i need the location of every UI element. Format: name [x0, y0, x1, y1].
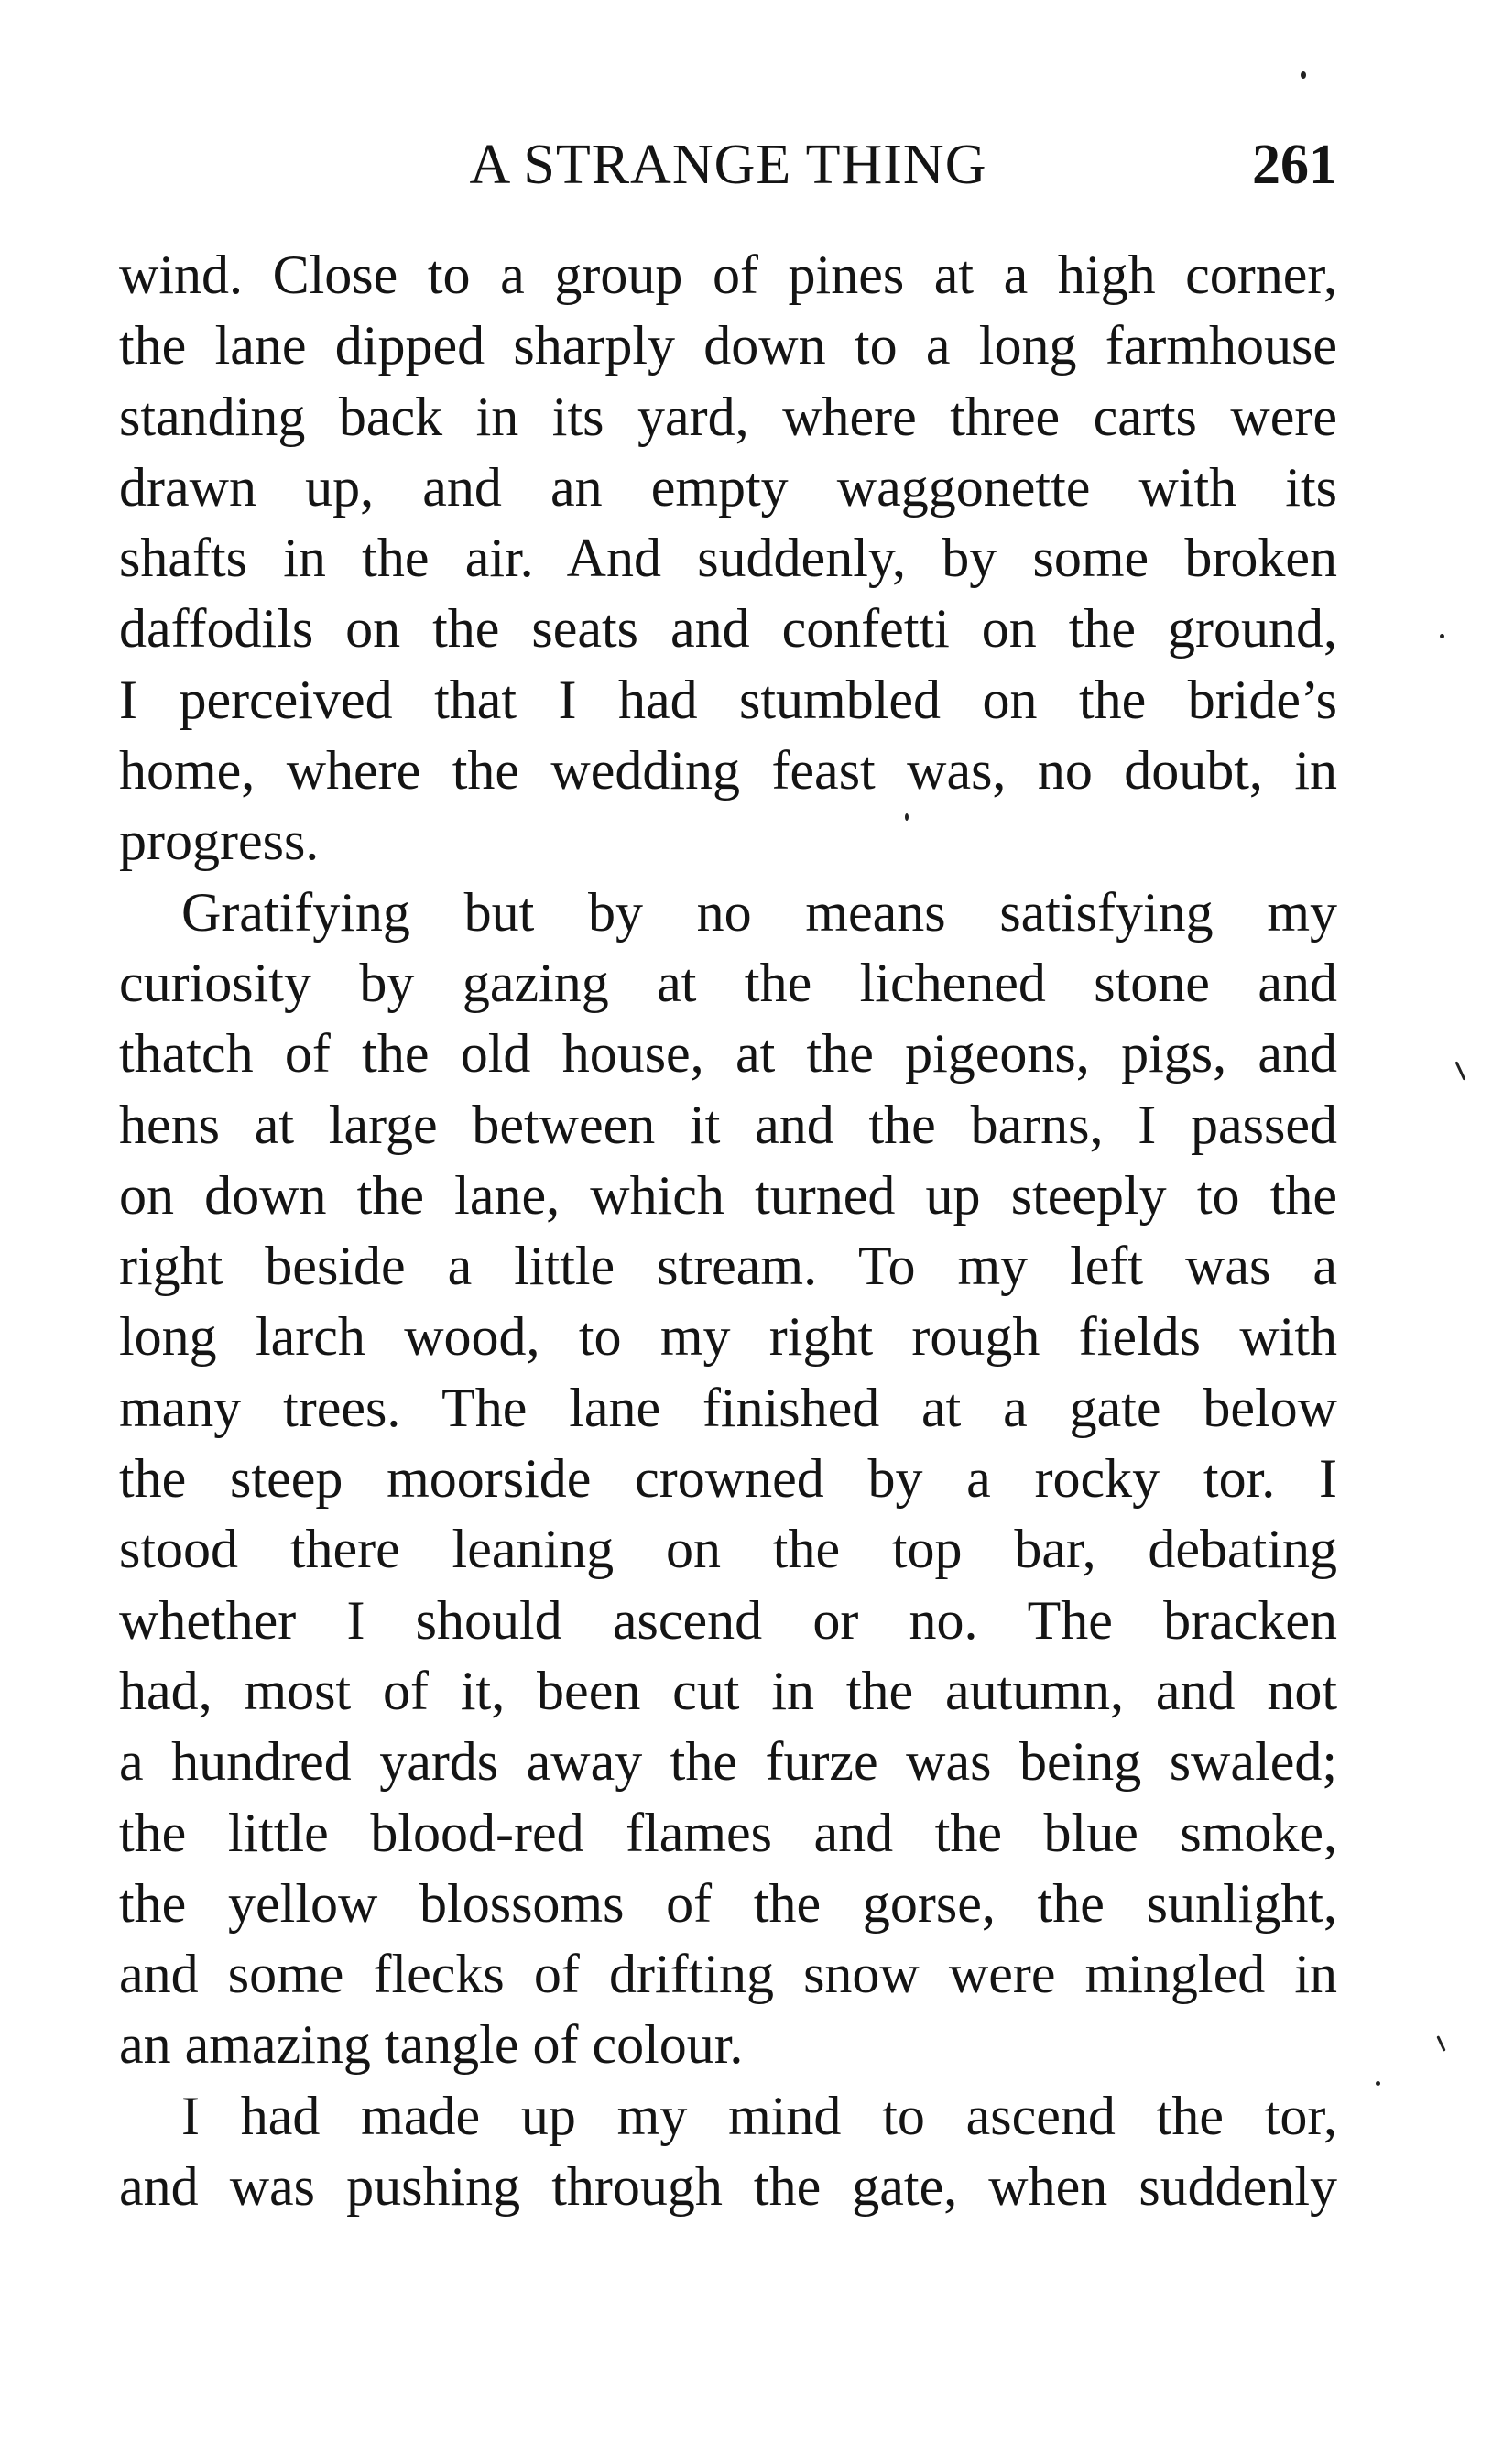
- body-text: [119, 240, 1337, 2222]
- text-line: thatch of the old house, at the pigeons, pigs, and: [119, 1023, 1337, 1085]
- scan-speck: [1301, 71, 1306, 79]
- running-title: A STRANGE THING: [469, 134, 987, 196]
- text-line: standing back in its yard, where three carts were: [119, 386, 1337, 447]
- text-line: the little blood-red flames and the blue smoke,: [119, 1802, 1337, 1863]
- text-line: an amazing tangle of colour.: [119, 2014, 744, 2076]
- scan-speck: [905, 813, 909, 821]
- text-line: shafts in the air. And suddenly, by some broken: [119, 528, 1337, 589]
- text-line: daffodils on the seats and confetti on the ground,: [119, 598, 1337, 660]
- text-line: progress.: [119, 811, 320, 872]
- text-line: had, most of it, been cut in the autumn, and not: [119, 1660, 1337, 1721]
- text-line: a hundred yards away the furze was being swaled;: [119, 1731, 1337, 1793]
- text-line: I perceived that I had stumbled on the bride’s: [119, 669, 1337, 730]
- text-line: curiosity by gazing at the lichened stone and: [119, 952, 1337, 1013]
- text-line: wind. Close to a group of pines at a high corner,: [119, 245, 1337, 305]
- scan-speck: [1436, 2035, 1445, 2052]
- scan-speck: [1440, 634, 1444, 638]
- page-number: 261: [1252, 134, 1337, 196]
- text-line: right beside a little stream. To my left was a: [119, 1236, 1337, 1297]
- text-line: the yellow blossoms of the gorse, the sunlight,: [119, 1872, 1337, 1934]
- running-head: [119, 128, 1337, 202]
- text-line: and was pushing through the gate, when suddenly: [119, 2156, 1337, 2218]
- text-line: long larch wood, to my right rough fields with: [119, 1306, 1337, 1368]
- text-line: Gratifying but by no means satisfying my: [181, 881, 1337, 943]
- text-line: home, where the wedding feast was, no doubt, in: [119, 740, 1337, 801]
- text-line: the lane dipped sharply down to a long farmhouse: [119, 315, 1337, 376]
- text-line: stood there leaning on the top bar, debating: [119, 1519, 1337, 1580]
- text-line: drawn up, and an empty waggonette with its: [119, 456, 1337, 518]
- text-line: many trees. The lane finished at a gate below: [119, 1377, 1337, 1438]
- text-line: whether I should ascend or no. The bracken: [119, 1589, 1337, 1651]
- text-line: hens at large between it and the barns, I passed: [119, 1094, 1337, 1155]
- text-line: on down the lane, which turned up steeply to the: [119, 1164, 1337, 1226]
- text-line: I had made up my mind to ascend the tor,: [181, 2085, 1337, 2146]
- text-line: the steep moorside crowned by a rocky tor. I: [119, 1448, 1337, 1510]
- text-line: and some flecks of drifting snow were mingled in: [119, 1944, 1337, 2005]
- scan-speck: [1454, 1061, 1465, 1080]
- scan-speck: [1376, 2081, 1380, 2086]
